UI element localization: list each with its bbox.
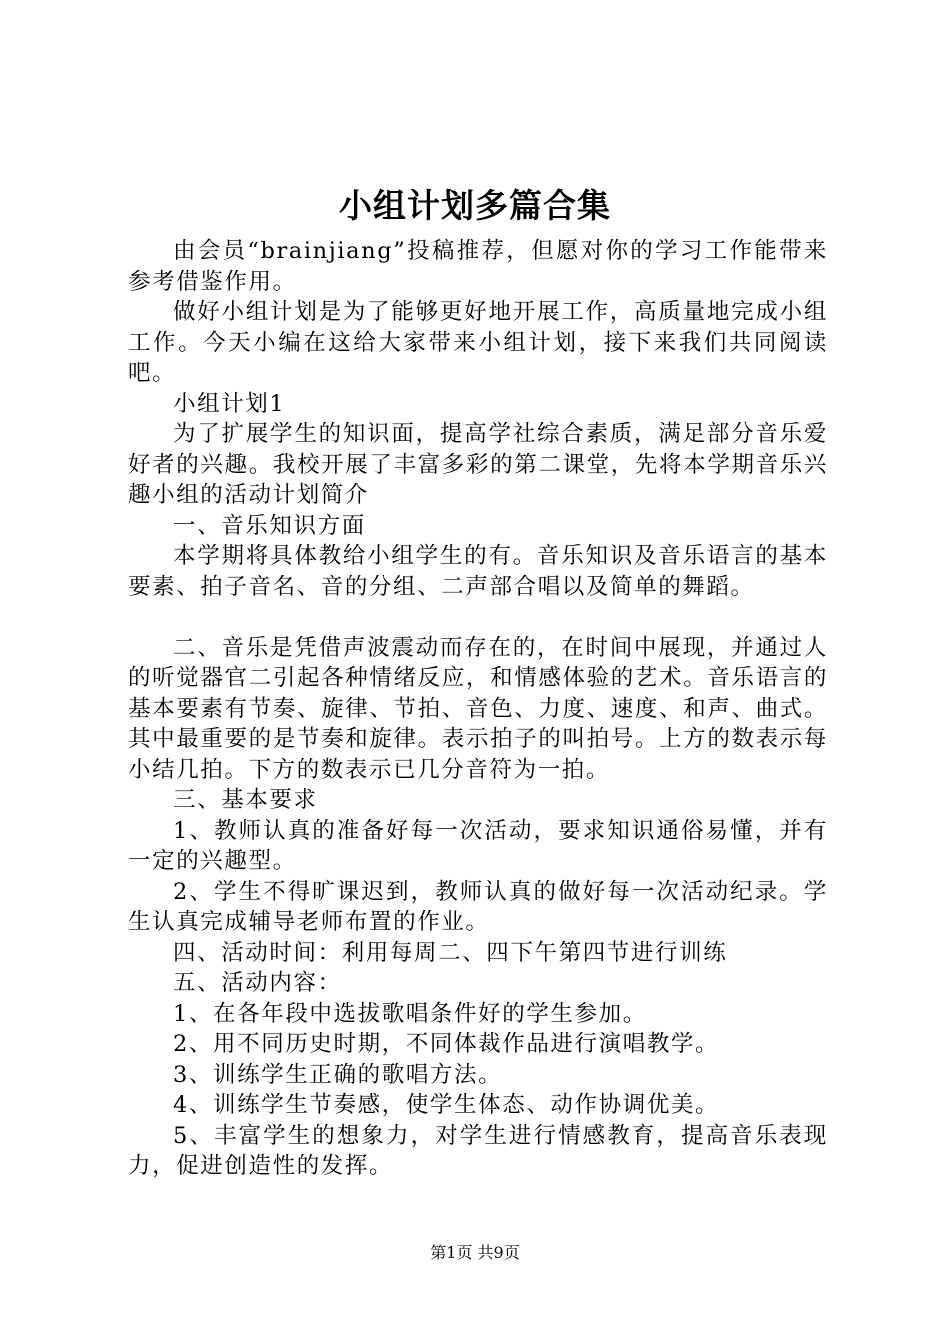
paragraph-contributor-note: 由会员“brainjiang”投稿推荐，但愿对你的学习工作能带来参考借鉴作用。 (128, 238, 828, 295)
document-title: 小组计划多篇合集 (339, 186, 611, 225)
list-item-requirement-1: 1、教师认真的准备好每一次活动，要求知识通俗易懂，并有一定的兴趣型。 (128, 817, 828, 874)
section-heading-activity-content: 五、活动内容： (173, 970, 342, 996)
paragraph-spacer (128, 602, 828, 633)
paragraph-music-knowledge: 本学期将具体教给小组学生的有。音乐知识及音乐语言的基本要素、拍子音名、音的分组、二声部合唱以及简单的舞蹈。 (128, 543, 828, 600)
document-body (128, 236, 828, 1182)
paragraph-music-language: 二、音乐是凭借声波震动而存在的，在时间中展现，并通过人的听觉器官二引起各种情绪反应，和情感体验的艺术。音乐语言的基本要素有节奏、旋律、节拍、音色、力度、速度、和声、曲式。其中最重要的是节奏和旋律。表示拍子的叫拍号。上方的数表示每小结几拍。下方的数表示已几分音符为一拍。 (128, 634, 828, 783)
list-item-content-4: 4、训练学生节奏感，使学生体态、动作协调优美。 (173, 1092, 720, 1118)
paragraph-purpose: 为了扩展学生的知识面，提高学社综合素质，满足部分音乐爱好者的兴趣。我校开展了丰富多彩的第二课堂，先将本学期音乐兴趣小组的活动计划简介 (128, 421, 828, 508)
section-heading-activity-time: 四、活动时间：利用每周二、四下午第四节进行训练 (173, 939, 728, 966)
list-item-content-2: 2、用不同历史时期，不同体裁作品进行演唱教学。 (173, 1031, 720, 1057)
section-heading-music-knowledge: 一、音乐知识方面 (173, 512, 366, 539)
section-heading-plan-1: 小组计划1 (173, 390, 286, 417)
section-heading-requirements: 三、基本要求 (173, 787, 318, 813)
page-footer-indicator: 第1页 共9页 (430, 1243, 520, 1262)
list-item-content-3: 3、训练学生正确的歌唱方法。 (173, 1061, 503, 1088)
paragraph-intro: 做好小组计划是为了能够更好地开展工作，高质量地完成小组工作。今天小编在这给大家带来小组计划，接下来我们共同阅读吧。 (128, 299, 828, 386)
list-item-content-5: 5、丰富学生的想象力，对学生进行情感教育，提高音乐表现力，促进创造性的发挥。 (128, 1122, 828, 1179)
list-item-content-1: 1、在各年段中选拔歌唱条件好的学生参加。 (173, 1000, 647, 1027)
list-item-requirement-2: 2、学生不得旷课迟到，教师认真的做好每一次活动纪录。学生认真完成辅导老师布置的作业。 (128, 878, 828, 935)
